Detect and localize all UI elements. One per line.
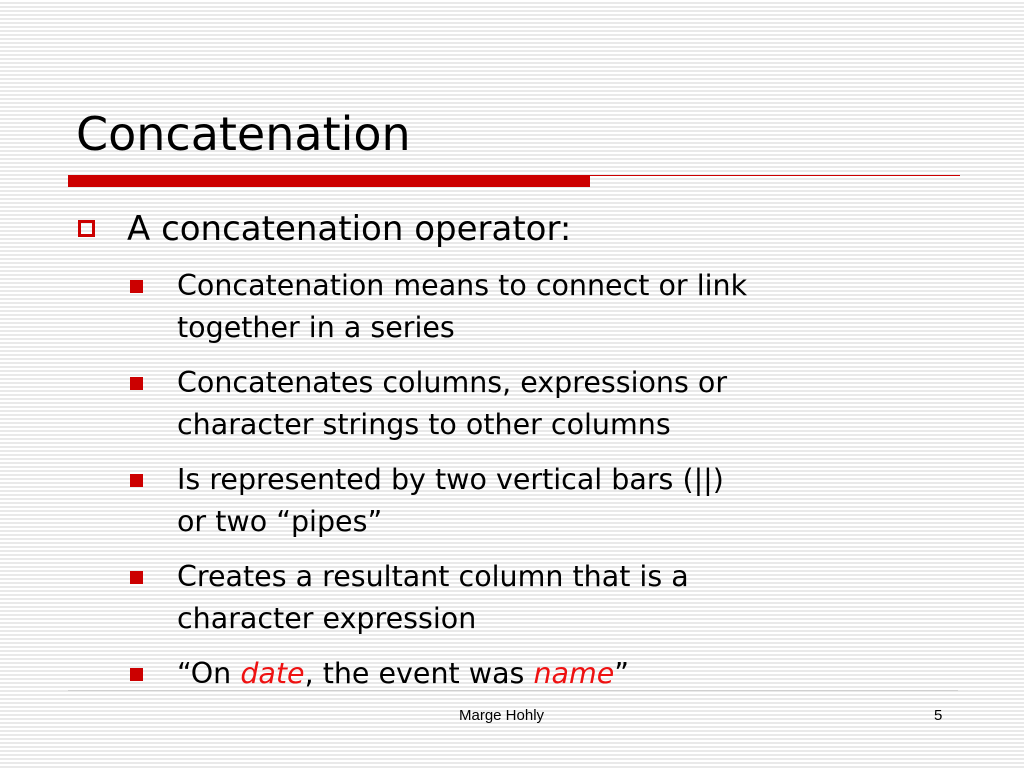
title-underline-thin [590, 175, 960, 176]
sub-bullet-item [128, 362, 948, 446]
sub-bullet-line: Creates a resultant column that is a [177, 560, 689, 593]
hollow-square-bullet-icon [78, 220, 95, 237]
sub-bullet-line: together in a series [177, 311, 455, 344]
filled-square-bullet-icon [130, 571, 143, 584]
sub-bullet-line: character strings to other columns [177, 408, 671, 441]
slide-number: 5 [934, 707, 943, 724]
sub-bullet-line: character expression [177, 602, 477, 635]
footer-author: Marge Hohly [459, 707, 545, 724]
filled-square-bullet-icon [130, 668, 143, 681]
sub-bullet-item [128, 265, 948, 349]
sub-bullet-list [128, 265, 948, 708]
sub-bullet-line: or two “pipes” [177, 505, 383, 538]
quote-open-text: “On [177, 657, 241, 690]
sub-bullet-line [177, 653, 948, 695]
slide-title: Concatenation [76, 107, 411, 161]
sub-bullet-line: Concatenates columns, expressions or [177, 366, 728, 399]
main-bullet-text: A concatenation operator: [127, 209, 572, 249]
sub-bullet-line: Is represented by two vertical bars (||) [177, 463, 724, 496]
date-placeholder: date [240, 657, 305, 690]
footer-divider [68, 690, 958, 691]
filled-square-bullet-icon [130, 474, 143, 487]
sub-bullet-item [128, 653, 948, 695]
sub-bullet-line: Concatenation means to connect or link [177, 269, 748, 302]
filled-square-bullet-icon [130, 280, 143, 293]
sub-bullet-item [128, 459, 948, 543]
title-underline-thick [68, 175, 590, 187]
name-placeholder: name [533, 657, 615, 690]
filled-square-bullet-icon [130, 377, 143, 390]
middle-text: , the event was [304, 657, 534, 690]
sub-bullet-item [128, 556, 948, 640]
quote-close-text: ” [614, 657, 630, 690]
